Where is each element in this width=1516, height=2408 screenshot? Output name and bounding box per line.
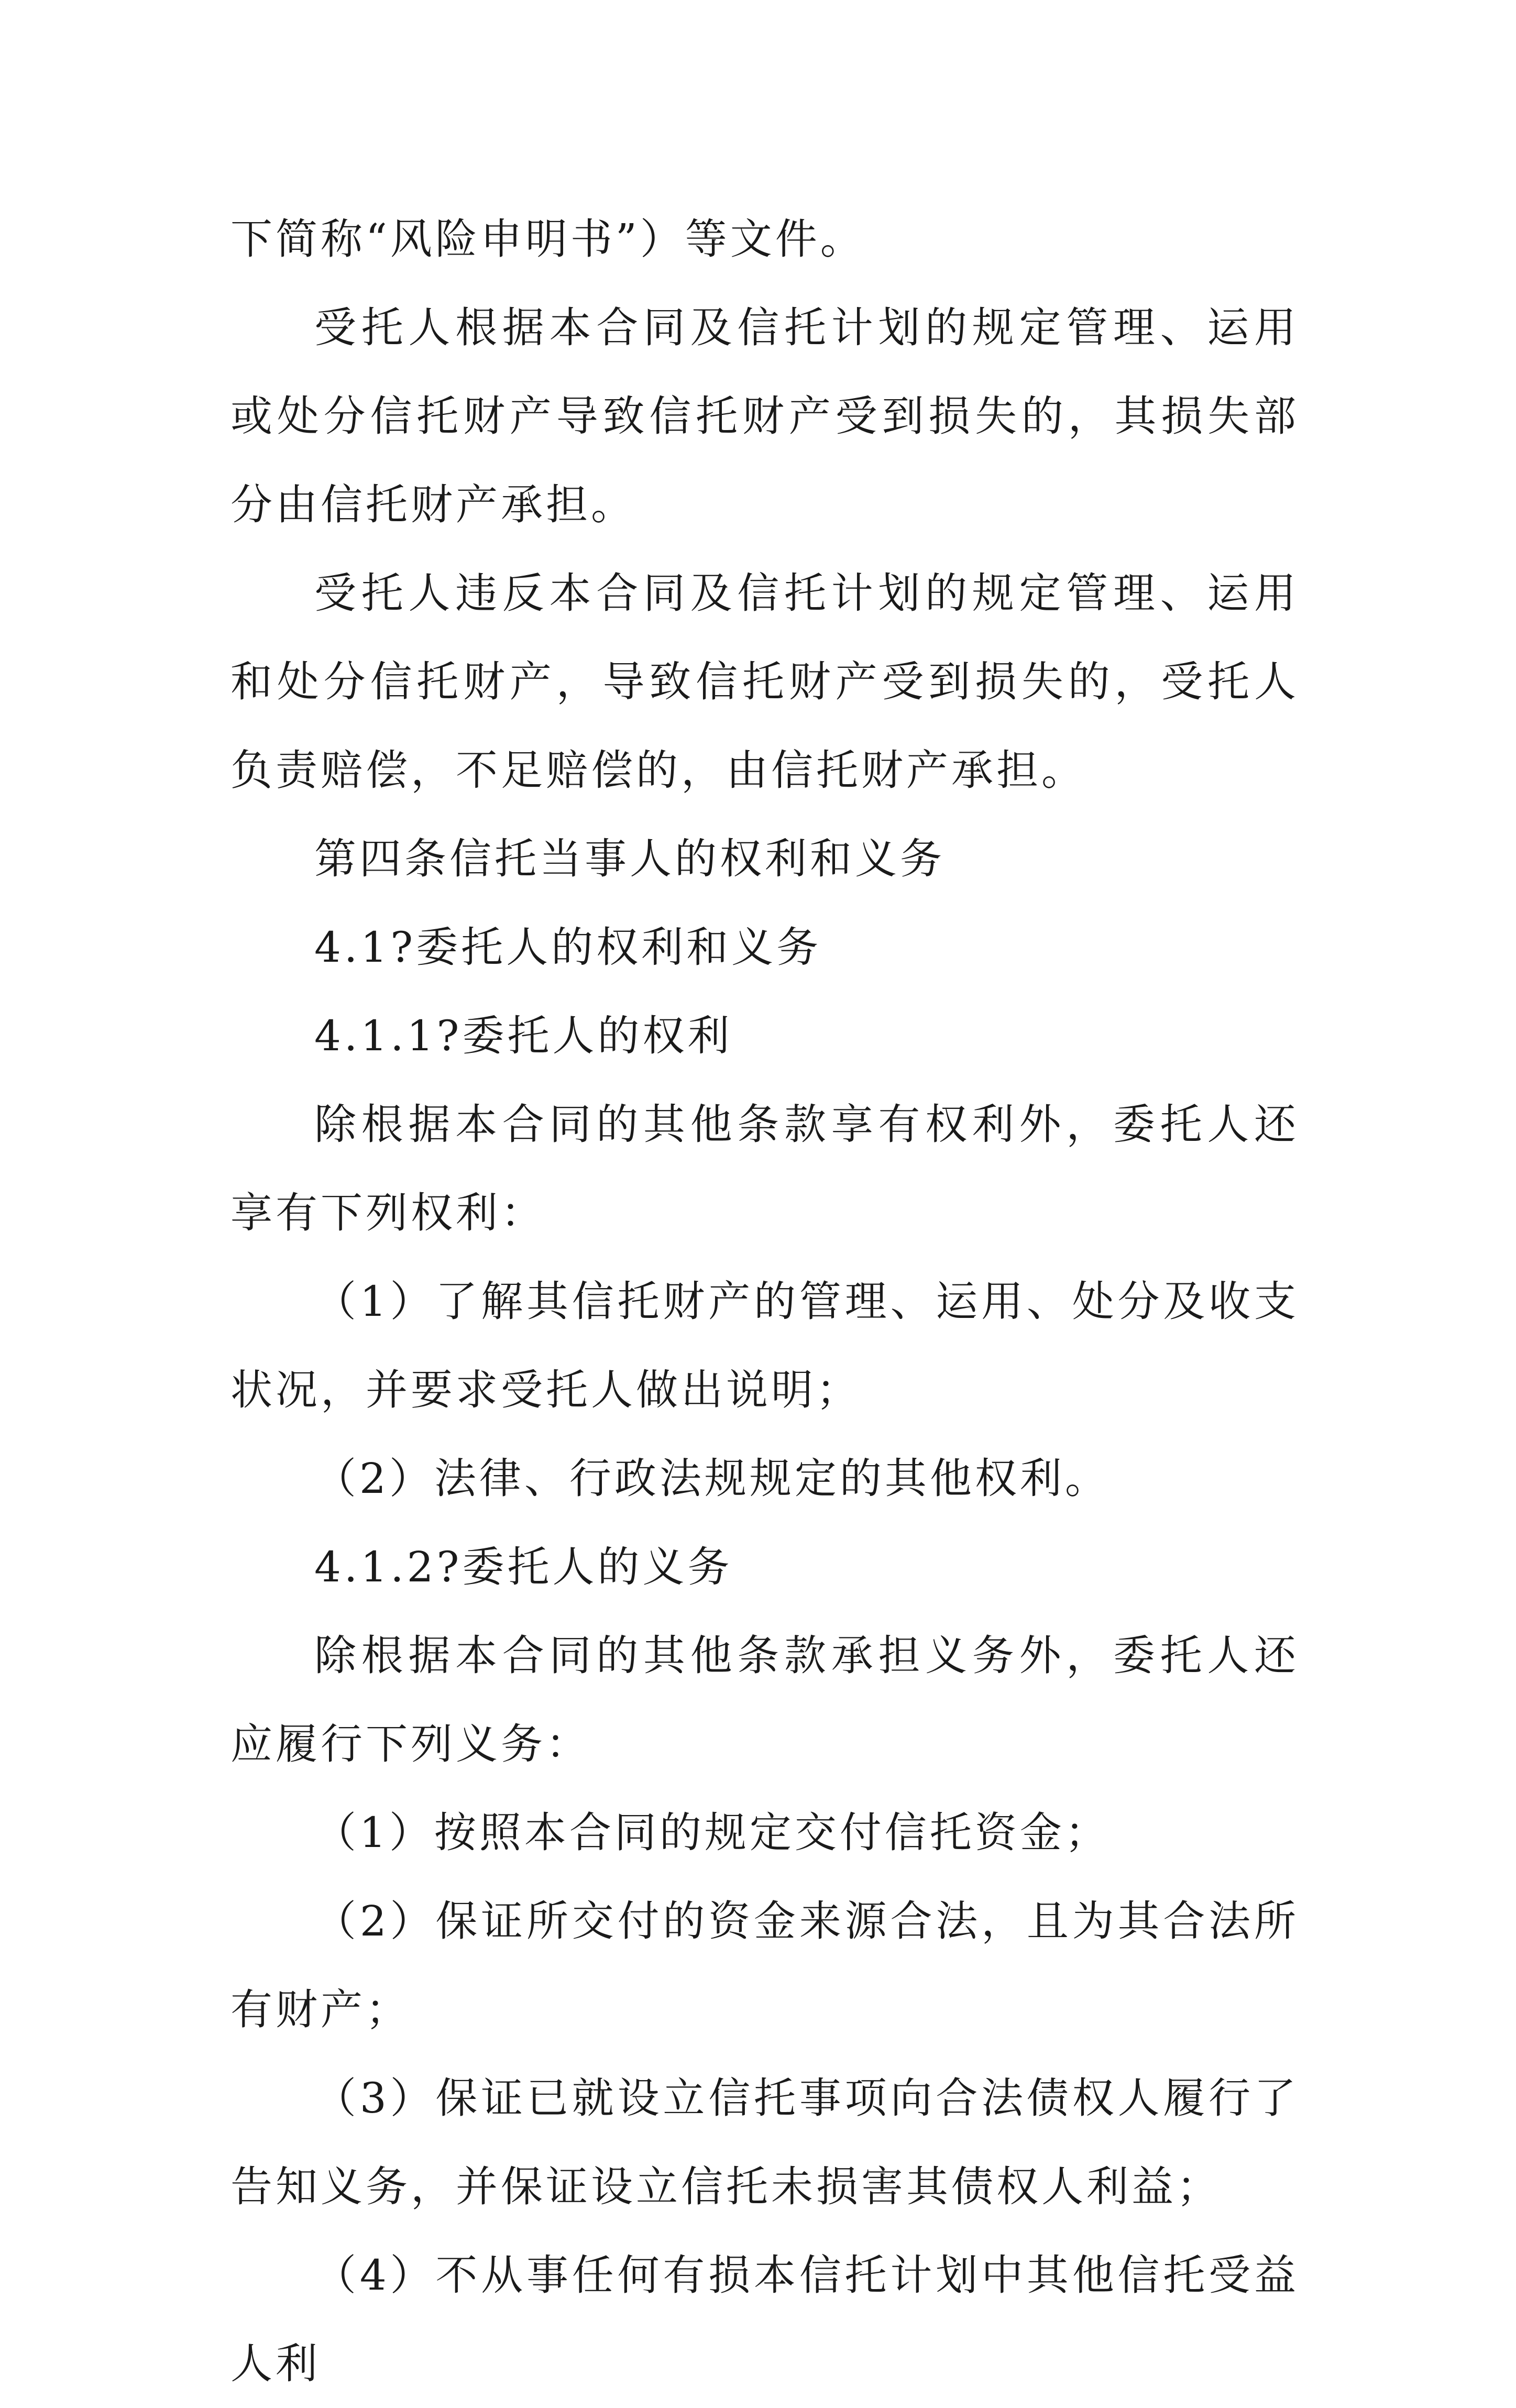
subsection-heading: 4.1.2?委托人的义务 xyxy=(314,1543,733,1591)
paragraph: 受托人违反本合同及信托计划的规定管理、运用和处分信托财产，导致信托财产受到损失的，受托人负责赔偿，不足赔偿的，由信托财产承担。 xyxy=(230,569,1299,795)
list-item: （3）保证已就设立信托事项向合法债权人履行了告知义务，并保证设立信托未损害其债权人利益； xyxy=(230,2074,1299,2211)
document-body xyxy=(230,195,1299,2408)
section-heading: 第四条信托当事人的权利和义务 xyxy=(314,834,945,883)
list-item: （2）法律、行政法规规定的其他权利。 xyxy=(314,1454,1110,1503)
subsection-heading: 4.1?委托人的权利和义务 xyxy=(314,923,822,972)
list-item: （1）按照本合同的规定交付信托资金； xyxy=(314,1808,1110,1857)
list-item: （1）了解其信托财产的管理、运用、处分及收支状况，并要求受托人做出说明； xyxy=(230,1277,1299,1414)
paragraph: 除根据本合同的其他条款享有权利外，委托人还享有下列权利： xyxy=(230,1100,1299,1237)
paragraph: 下简称“风险申明书”）等文件。 xyxy=(230,215,865,263)
paragraph: 受托人根据本合同及信托计划的规定管理、运用或处分信托财产导致信托财产受到损失的，其损失部分由信托财产承担。 xyxy=(230,303,1299,529)
subsection-heading: 4.1.1?委托人的权利 xyxy=(314,1011,733,1060)
list-item: （4）不从事任何有损本信托计划中其他信托受益人利 xyxy=(230,2251,1299,2388)
list-item: （2）保证所交付的资金来源合法，且为其合法所有财产； xyxy=(230,1897,1299,2034)
paragraph: 除根据本合同的其他条款承担义务外，委托人还应履行下列义务： xyxy=(230,1631,1299,1768)
